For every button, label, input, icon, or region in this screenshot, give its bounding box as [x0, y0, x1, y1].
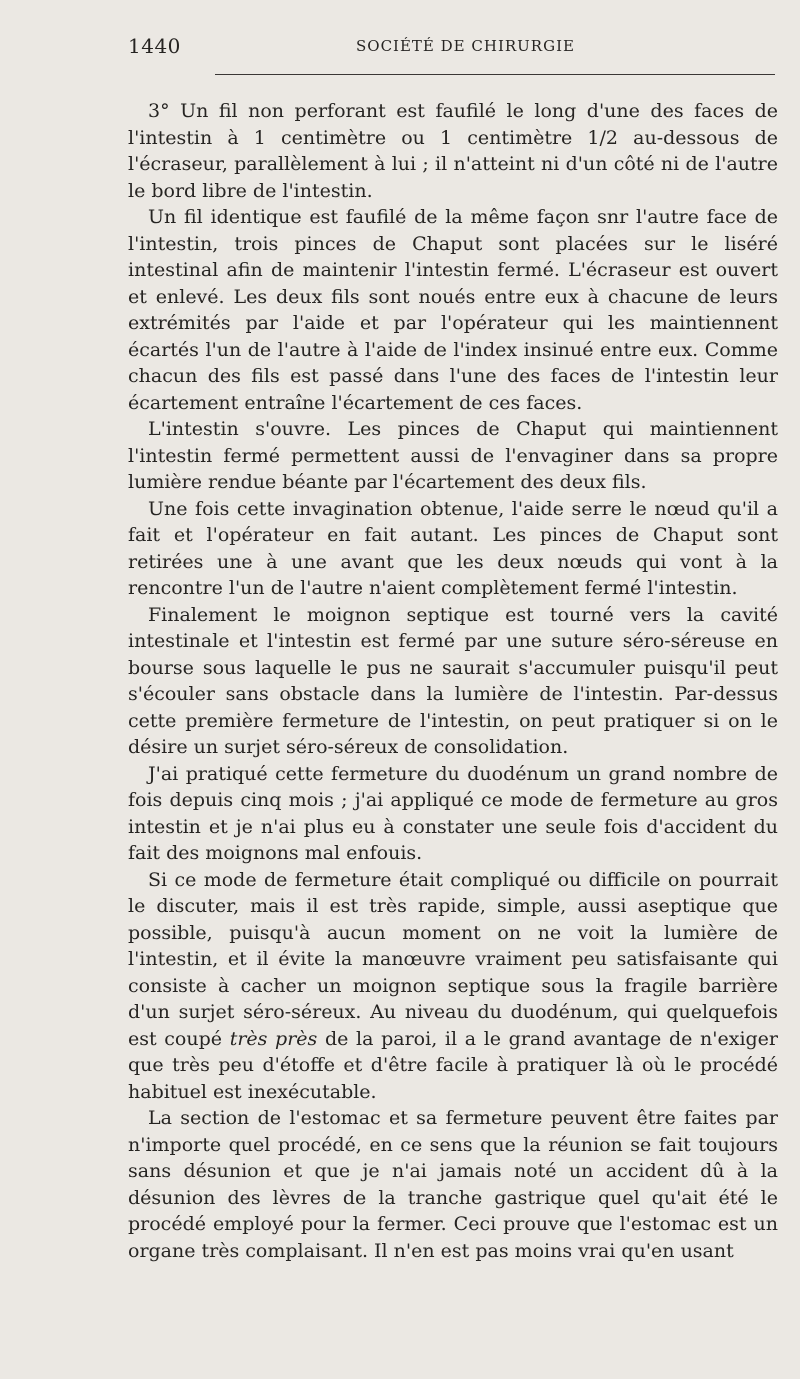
header-rule — [215, 74, 775, 75]
paragraph: 3° Un fil non perforant est faufilé le long d'une des faces de l'intestin à 1 centimètre ou 1 centimètre 1/2 au-dessous de l'écraseur, parallèlement à lui ; il n'atteint ni d'un côté ni de l'autre le bord libre de l'intestin. — [128, 100, 778, 202]
running-title: SOCIÉTÉ DE CHIRURGIE — [356, 37, 575, 55]
body-text — [128, 98, 778, 1264]
paragraph: Un fil identique est faufilé de la même façon snr l'autre face de l'intestin, trois pinces de Chaput sont placées sur le liséré intestinal afin de maintenir l'intestin fermé. L'écraseur est ouvert et enlevé. Les deux fils sont noués entre eux à chacune de leurs extrémités par l'aide et par l'opérateur qui les maintiennent écartés l'un de l'autre à l'aide de l'index insinué entre eux. Comme chacun des fils est passé dans l'une des faces de l'intestin leur écartement entraîne l'écartement de ces faces. — [128, 206, 778, 414]
paragraph: L'intestin s'ouvre. Les pinces de Chaput qui maintiennent l'intestin fermé permettent aussi de l'envaginer dans sa propre lumière rendue béante par l'écartement des deux fils. — [128, 418, 778, 493]
paragraph: Une fois cette invagination obtenue, l'aide serre le nœud qu'il a fait et l'opérateur en fait autant. Les pinces de Chaput sont retirées une à une avant que les deux nœuds qui vont à la rencontre l'un de l'autre n'aient complètement fermé l'intestin. — [128, 497, 778, 599]
paragraph: La section de l'estomac et sa fermeture peuvent être faites par n'importe quel procédé, en ce sens que la réunion se fait toujours sans désunion et que je n'ai jamais noté un accident dû à la désunion des lèvres de la tranche gastrique quel qu'ait été le procédé employé pour la fermer. Ceci prouve que l'estomac est un organe très complaisant. Il n'en est pas moins vrai qu'en usant — [128, 1107, 778, 1262]
page-number: 1440 — [128, 34, 181, 58]
paragraph-text: de la paroi, il a le grand avantage de n'exiger que très peu d'étoffe et d'être facile à pratiquer là où le procédé habituel est inexécutable. — [128, 1027, 779, 1103]
paragraph-text: Si ce mode de fermeture était compliqué ou difficile on pourrait le discuter, mais il est très rapide, simple, aussi aseptique que possible, puisqu'à aucun moment on ne voit la lumière de l'intestin, et il évite la manœuvre vraiment peu satisfaisante qui consiste à cacher un moignon septique sous la fragile barrière d'un surjet séro-séreux. Au niveau du duodénum, qui quelquefois est coupé — [128, 868, 778, 1050]
italic-emphasis: très près — [229, 1027, 318, 1050]
paragraph: Finalement le moignon septique est tourné vers la cavité intestinale et l'intestin est fermé par une suture séro-séreuse en bourse sous laquelle le pus ne saurait s'accumuler puisqu'il peut s'écouler sans obstacle dans la lumière de l'intestin. Par-dessus cette première fermeture de l'intestin, on peut pratiquer si on le désire un surjet séro-séreux de consolidation. — [128, 603, 778, 758]
running-header — [128, 34, 776, 64]
paragraph — [128, 867, 778, 1106]
paragraph: J'ai pratiqué cette fermeture du duodénum un grand nombre de fois depuis cinq mois ; j'ai appliqué ce mode de fermeture au gros intestin et je n'ai plus eu à constater une seule fois d'accident du fait des moignons mal enfouis. — [128, 762, 778, 864]
